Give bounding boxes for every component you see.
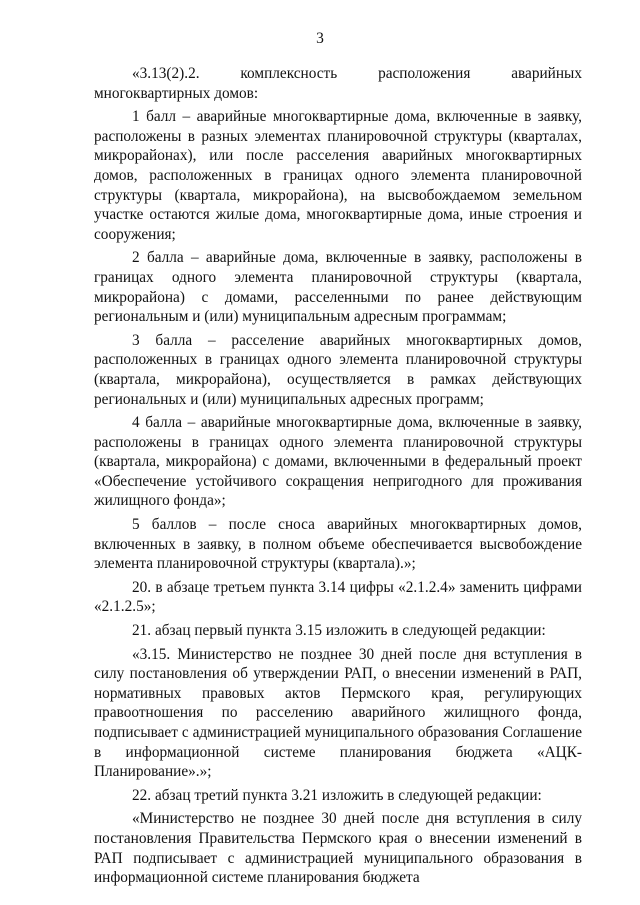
paragraph-2-points: 2 балла – аварийные дома, включенные в заявку, расположены в границах одного элемента планировочной структуры (квартала, микрорайона) с домами, расселенными по ранее действующим региональным и (или) муниципальным адресным программам;: [94, 249, 582, 326]
paragraph-3-15-text: «3.15. Министерство не позднее 30 дней после дня вступления в силу постановления об утверждении РАП, о внесении изменений в РАП, нормативных правовых актов Пермского края, регулирующих правоотношения по расселению аварийного жилищного фонда, подписывает с администрацией муниципального образования Соглашение в информационной системе планирования бюджета «АЦК-Планирование».»;: [94, 645, 582, 781]
paragraph-3-points: 3 балла – расселение аварийных многоквартирных домов, расположенных в границах одного элемента планировочной структуры (квартала, микрорайона), осуществляется в рамках действующих региональных и (или) муниципальных адресных программ;: [94, 331, 582, 408]
paragraph-4-points: 4 балла – аварийные многоквартирные дома, включенные в заявку, расположены в границах одного элемента планировочной структуры (квартала, микрорайона) с домами, включенными в федеральный проект «Обеспечение устойчивого сокращения непригодного для проживания жилищного фонда»;: [94, 414, 582, 510]
paragraph-5-points: 5 баллов – после сноса аварийных многоквартирных домов, включенных в заявку, в полном объеме обеспечивается высвобождение элемента планировочной структуры (квартала).»;: [94, 516, 582, 573]
paragraph-3-21-text: «Министерство не позднее 30 дней после дня вступления в силу постановления Правительства Пермского края о внесении изменений в РАП подписывает с администрацией муниципального образования в информационной системе планирования бюджета: [94, 810, 582, 887]
paragraph-item-21: 21. абзац первый пункта 3.15 изложить в следующей редакции:: [132, 622, 546, 640]
paragraph-item-22: 22. абзац третий пункта 3.21 изложить в следующей редакции:: [132, 786, 542, 804]
page-number: 3: [316, 30, 324, 47]
paragraph-item-20: 20. в абзаце третьем пункта 3.14 цифры «2.1.2.4» заменить цифрами «2.1.2.5»;: [94, 578, 582, 616]
paragraph-3-13-2-2-intro: «3.13(2).2. комплексность расположения аварийных многоквартирных домов:: [94, 65, 582, 102]
document-body: [94, 64, 582, 892]
paragraph-1-point: 1 балл – аварийные многоквартирные дома, включенные в заявку, расположены в разных элементах планировочной структуры (кварталах, микрорайонах), или после расселения аварийных многоквартирных домов, расположенных в границах одного элемента планировочной структуры (квартала, микрорайона), на высвобождаемом земельном участке остаются жилые дома, многоквартирные дома, иные строения и сооружения;: [94, 108, 582, 243]
